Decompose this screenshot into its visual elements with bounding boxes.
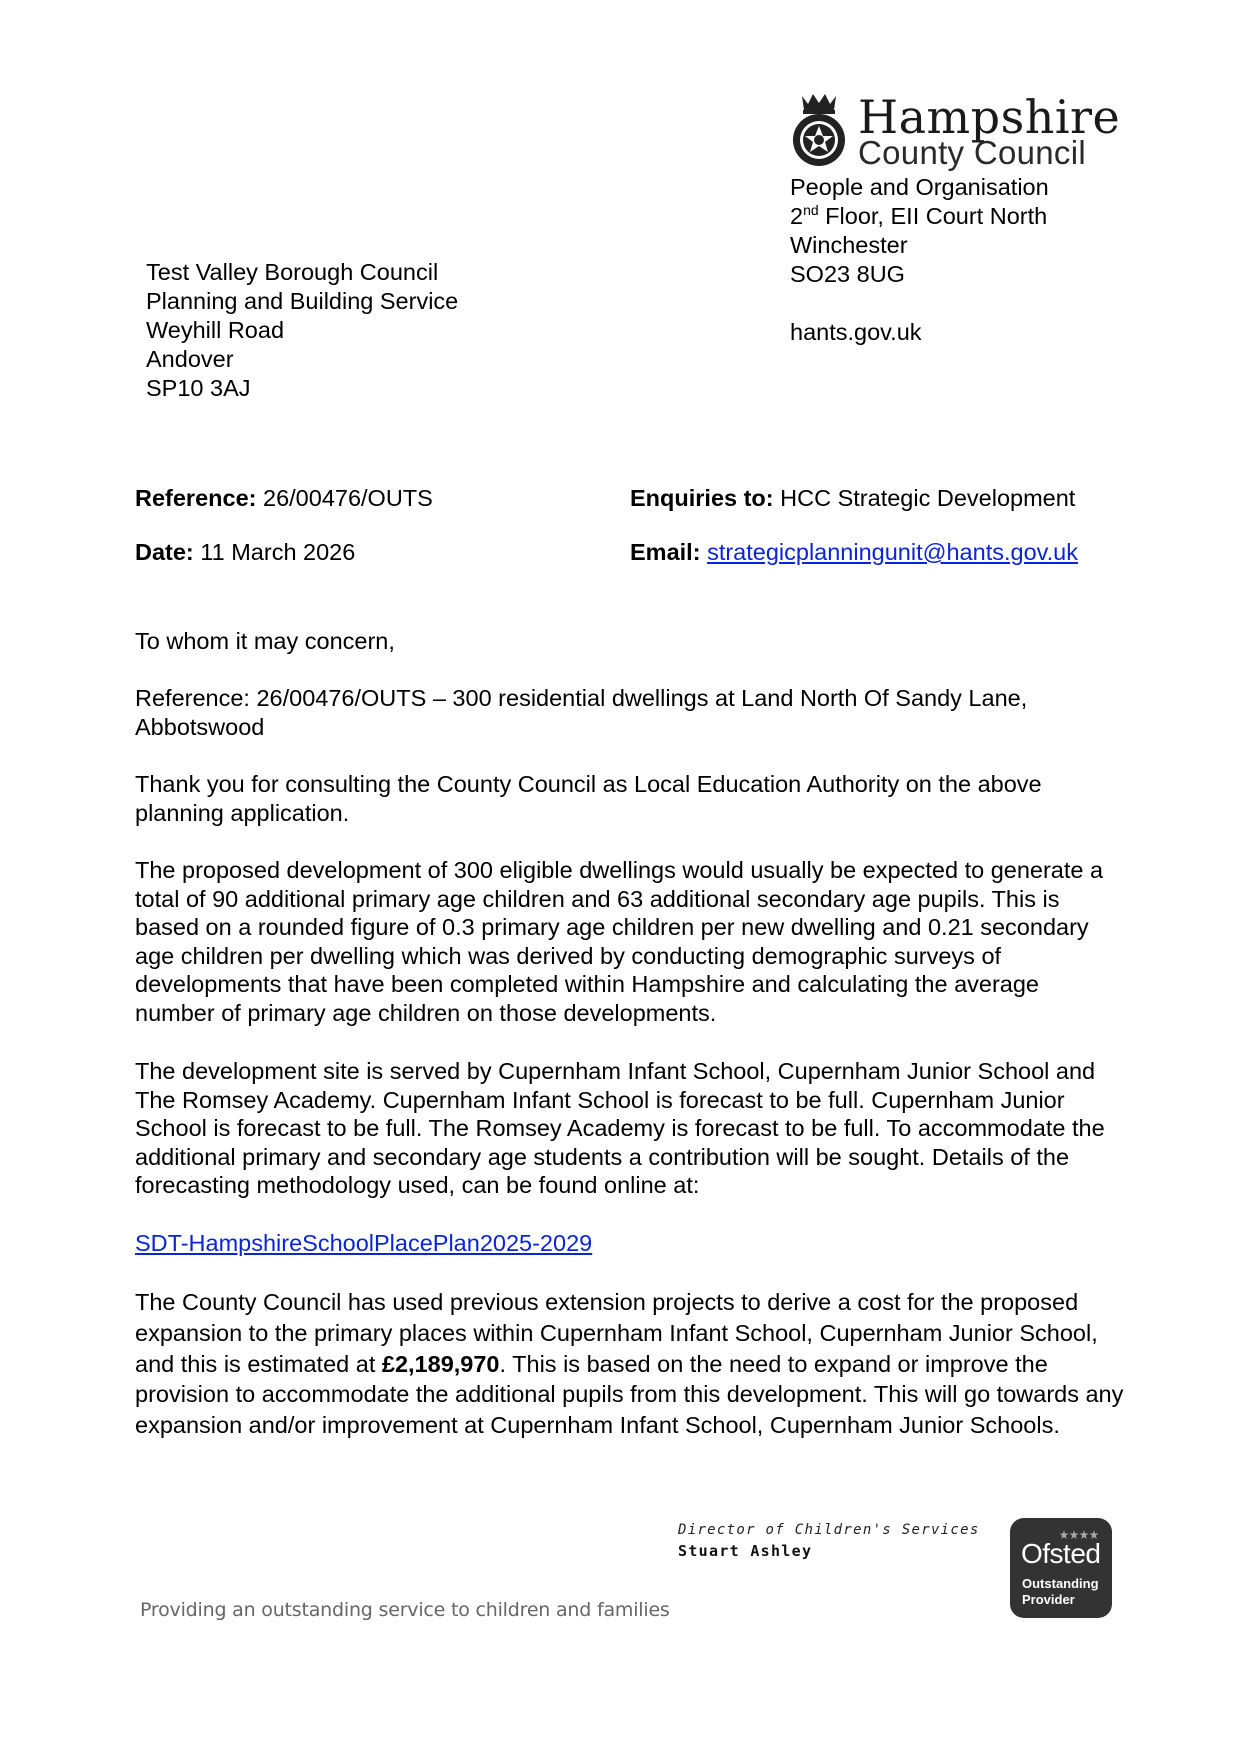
ofsted-brand: Ofsted [1021,1538,1101,1569]
sender-floor [790,202,1049,231]
recipient-line: Planning and Building Service [146,288,459,314]
logo-name-line1: Hampshire [858,90,1121,144]
sender-website: hants.gov.uk [790,319,922,345]
subject-line: Reference: 26/00476/OUTS – 300 residential dwellings at Land North Of Sandy Lane, Abbotswood [135,685,1028,740]
school-place-plan-link-row [135,1229,1125,1258]
sender-address [790,173,1049,347]
salutation: To whom it may concern, [135,628,395,654]
recipient-line: Weyhill Road [146,317,285,343]
paragraph-2: The proposed development of 300 eligible dwellings would usually be expected to generate a total of 90 additional primary age children and 63 additional secondary age pupils. This is based on a rounded figure of 0.3 primary age children per new dwelling and 0.21 secondary age children per dwelling which was derived by conducting demographic surveys of developments that have been completed within Hampshire and calculating the average number of primary age children on those developments. [135,857,1104,1026]
ofsted-line2: Provider [1022,1592,1075,1607]
date-label: Date: [135,539,194,565]
sender-city: Winchester [790,232,908,258]
recipient-line: SP10 3AJ [146,375,251,401]
email-link[interactable]: strategicplanningunit@hants.gov.uk [707,539,1078,565]
sender-floor-suffix: nd [803,202,819,219]
reference-field [135,484,433,513]
ofsted-line1: Outstanding [1022,1576,1099,1591]
recipient-line: Test Valley Borough Council [146,259,439,285]
date-field [135,538,355,567]
school-place-plan-link[interactable]: SDT-HampshireSchoolPlacePlan2025-2029 [135,1230,593,1256]
email-label: Email: [630,539,701,565]
paragraph-4-text-end: . This is based on the need to expand or improve the provision to accommodate the additional pupils from this development. This will go towards any expansion and/or improvement at Cupernham Infant School, Cupernham Junior Schools. [135,1350,1124,1439]
email-field [630,538,1078,567]
date-value: 11 March 2026 [193,539,356,565]
paragraph-4 [135,1287,1125,1441]
sender-floor-rest: Floor, EII Court North [818,203,1048,229]
sender-dept: People and Organisation [790,174,1049,200]
sender-postcode: SO23 8UG [790,261,905,287]
enquiries-field [630,484,1075,513]
enquiries-label: Enquiries to: [630,485,774,511]
enquiries-value: HCC Strategic Development [773,485,1076,511]
paragraph-4-text: The County Council has used previous extension projects to derive a cost for the proposed expansion to the primary places within Cupernham Infant School, Cupernham Junior School, and this is estimated at [135,1289,1098,1377]
reference-value: 26/00476/OUTS [256,485,433,511]
ofsted-badge [1010,1518,1112,1618]
paragraph-3: The development site is served by Cupernham Infant School, Cupernham Junior School and The Romsey Academy. Cupernham Infant School is forecast to be full. Cupernham Junior School is forecast to be full. The Romsey Academy is forecast to be full. To accommodate the additional primary and secondary age students a contribution will be sought. Details of the forecasting methodology used, can be found online at: [135,1058,1105,1199]
recipient-line: Andover [146,346,234,372]
crown-rose-emblem-icon [790,92,848,170]
footer-tagline: Providing an outstanding service to children and families [140,1599,670,1621]
logo-name-line2: County Council [858,134,1086,171]
recipient-address [146,258,458,403]
reference-label: Reference: [135,485,257,511]
hampshire-logo [790,90,1121,172]
paragraph-1: Thank you for consulting the County Council as Local Education Authority on the above planning application. [135,771,1042,826]
director-name: Stuart Ashley [678,1542,813,1560]
sender-floor-number: 2 [790,203,804,229]
cost-amount: £2,189,970 [381,1350,500,1377]
director-title: Director of Children's Services [678,1522,980,1538]
